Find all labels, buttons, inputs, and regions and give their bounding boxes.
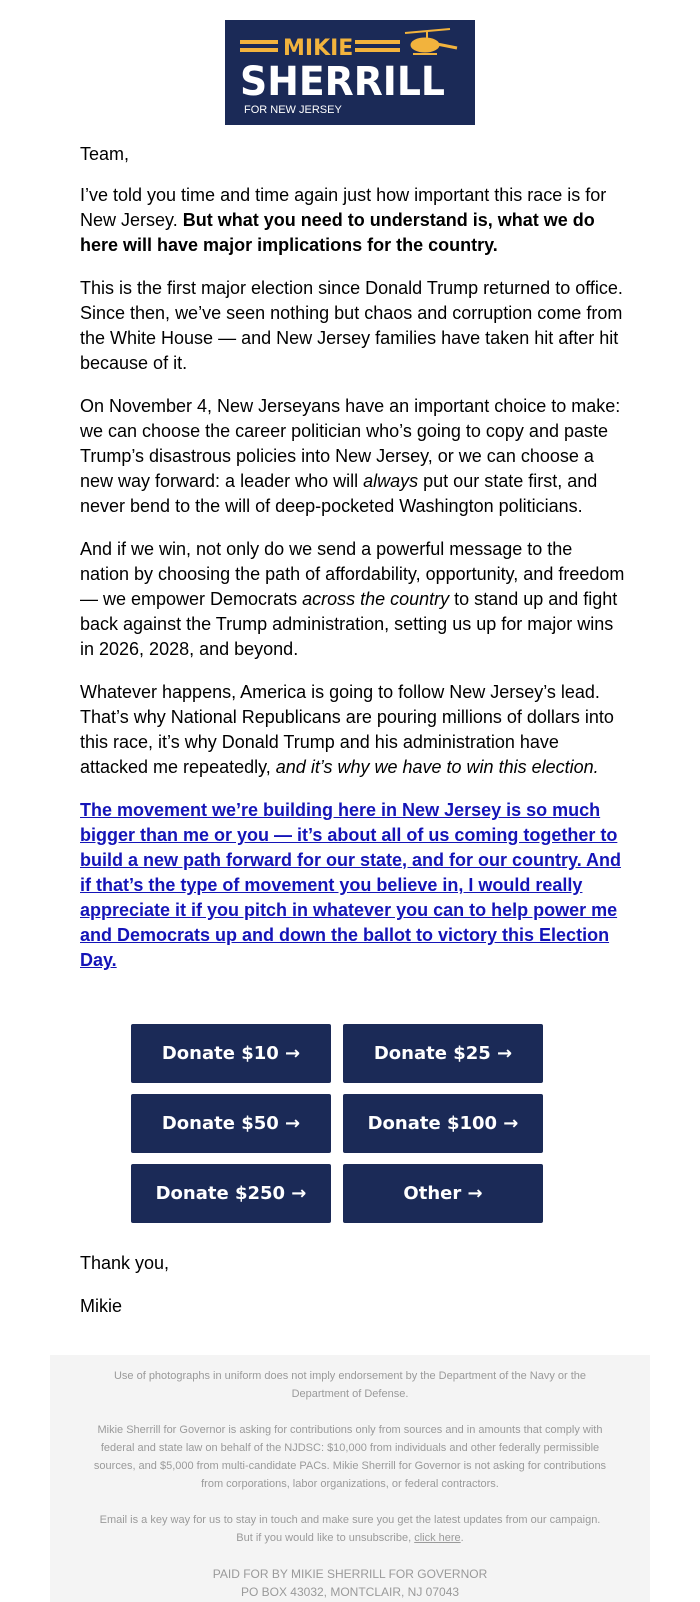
signoff-thanks: Thank you, [80, 1253, 170, 1273]
svg-text:SHERRILL: SHERRILL [240, 59, 445, 105]
p4-text-a: And if we win, not only do we send a powerful message to the nation by choosing the path of affordability, opportunity, and freedom — we empower Democrats [80, 539, 625, 609]
email-notice-end: . [460, 1532, 464, 1544]
p4-emphasis: across the country [302, 589, 450, 609]
paragraph-1 [80, 183, 625, 258]
p4-text-b: to stand up and fight back against the Trump administration, setting us up for major wins in 2026, 2028, and beyond. [80, 589, 618, 659]
p1-bold-text: But what you need to understand is, what we do here will have major implications for the country. [80, 210, 595, 255]
footer-disclaimer-contributions: Mikie Sherrill for Governor is asking for contributions only from sources and in amounts that comply with federal and state law on behalf of the NJDSC: $10,000 from individuals and other federally permissible sources, and $5,000 from multi-candidate PACs. Mikie Sherrill for Governor is not asking for contributions from corporations, labor organizations, or federal contractors. [93, 1424, 607, 1490]
p3-emphasis: always [363, 471, 419, 491]
unsubscribe-link[interactable]: click here [414, 1532, 461, 1544]
mailing-address: PO BOX 43032, MONTCLAIR, NJ 07043 [240, 1585, 460, 1599]
paragraph-2: This is the first major election since Donald Trump returned to office. Since then, we’ve seen nothing but chaos and corruption come from the White House — and New Jersey families have taken hit after hit because of it. [80, 278, 623, 373]
svg-text:FOR NEW JERSEY: FOR NEW JERSEY [244, 104, 342, 116]
donate-50-button[interactable]: Donate $50 → [131, 1094, 331, 1153]
footer-email-notice [90, 1511, 610, 1547]
greeting: Team, [80, 144, 130, 164]
paragraph-4 [80, 537, 625, 662]
svg-text:MIKIE: MIKIE [283, 36, 354, 61]
signoff-name: Mikie [80, 1296, 123, 1316]
cta-donate-link[interactable]: The movement we’re building here in New Jersey is so much bigger than me or you — it’s about all of us coming together to build a new path forward for our state, and for our country. And if that’s the type of movement you believe in, I would really appreciate it if you pitch in whatever you can to help power me and Democrats up and down the ballot to victory this Election Day. [80, 800, 622, 970]
p3-text-a: On November 4, New Jerseyans have an important choice to make: we can choose the career politician who’s going to copy and paste Trump’s disastrous policies into New Jersey, or we can choose a new way forward: a leader who will [80, 396, 621, 491]
paid-for-line: PAID FOR BY MIKIE SHERRILL FOR GOVERNOR [212, 1567, 488, 1581]
donate-25-button[interactable]: Donate $25 → [343, 1024, 543, 1083]
p5-text-a: Whatever happens, America is going to follow New Jersey’s lead. That’s why National Republicans are pouring millions of dollars into this race, it’s why Donald Trump and his administration have attacked me repeatedly, [80, 682, 614, 777]
p3-text-b: put our state first, and never bend to the will of deep-pocketed Washington politicians. [80, 471, 598, 516]
footer-disclaimer-navy: Use of photographs in uniform does not imply endorsement by the Department of the Navy or the Department of Defense. [113, 1370, 587, 1400]
footer [50, 1355, 650, 1602]
letter-body [80, 142, 625, 991]
email-notice-text: Email is a key way for us to stay in touch and make sure you get the latest updates from our campaign. But if you would like to unsubscribe, [99, 1514, 601, 1544]
donate-250-button[interactable]: Donate $250 → [131, 1164, 331, 1223]
donate-other-button[interactable]: Other → [343, 1164, 543, 1223]
campaign-logo [225, 20, 475, 125]
donate-100-button[interactable]: Donate $100 → [343, 1094, 543, 1153]
p5-emphasis: and it’s why we have to win this election. [275, 757, 599, 777]
paragraph-5 [80, 680, 625, 780]
logo-graphic [225, 20, 475, 125]
paragraph-cta [80, 798, 625, 973]
donate-10-button[interactable]: Donate $10 → [131, 1024, 331, 1083]
p1-text: I’ve told you time and time again just how important this race is for New Jersey. [80, 185, 607, 230]
paragraph-3 [80, 394, 625, 519]
